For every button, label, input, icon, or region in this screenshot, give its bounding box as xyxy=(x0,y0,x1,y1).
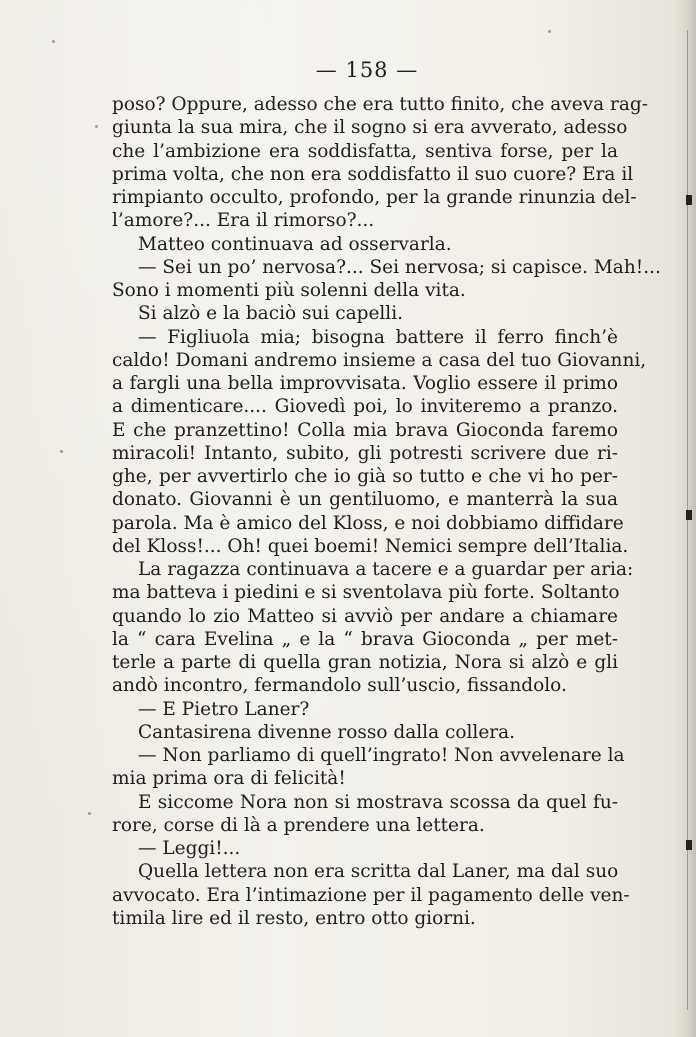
text-line: La ragazza continuava a tacere e a guardar per aria: xyxy=(138,559,634,580)
text-line: terle a parte di quella gran notizia, Nora si alzò e gli xyxy=(112,652,618,673)
text-line: rimpianto occulto, profondo, per la grande rinunzia del- xyxy=(112,187,637,208)
text-line: giunta la sua mira, che il sogno si era avverato, adesso xyxy=(112,117,628,139)
text-line: timila lire ed il resto, entro otto giorni. xyxy=(112,907,476,929)
paper-speck xyxy=(95,125,98,128)
page-number: — 158 — xyxy=(315,58,419,82)
text-line: E siccome Nora non si mostrava scossa da quel fu- xyxy=(138,791,618,813)
text-line: — Sei un po’ nervosa?... Sei nervosa; si capisce. Mah!... xyxy=(138,256,661,278)
text-line: la “ cara Evelina „ e la “ brava Gioconda „ per met- xyxy=(112,628,618,650)
page-edge-shadow xyxy=(674,0,696,1037)
text-line: ma batteva i piedini e si sventolava più forte. Soltanto xyxy=(112,582,620,604)
edge-mark xyxy=(686,510,692,520)
text-line: — Non parliamo di quell’ingrato! Non avvelenare la xyxy=(138,745,625,766)
text-line: donato. Giovanni è un gentiluomo, e manterrà la sua xyxy=(112,489,618,511)
text-line: ghe, per avvertirlo che io già so tutto e che vi ho per- xyxy=(112,466,618,487)
paper-speck xyxy=(60,450,63,453)
page-edge-line xyxy=(687,30,688,1010)
text-line: parola. Ma è amico del Kloss, e noi dobbiamo diffidare xyxy=(112,512,624,534)
text-line: a dimenticare.... Giovedì poi, lo inviteremo a pranzo. xyxy=(112,396,618,418)
text-line: caldo! Domani andremo insieme a casa del tuo Giovanni, xyxy=(112,349,647,371)
text-line: del Kloss!... Oh! quei boemi! Nemici sempre dell’Italia. xyxy=(112,535,629,557)
text-line: rore, corse di là a prendere una lettera. xyxy=(112,814,485,836)
text-line: andò incontro, fermandolo sull’uscio, fissandolo. xyxy=(112,675,567,697)
text-line: Si alzò e la baciò sui capelli. xyxy=(138,303,404,325)
text-line: — Figliuola mia; bisogna battere il ferro finch’è xyxy=(138,326,618,348)
text-line: Cantasirena divenne rosso dalla collera. xyxy=(138,721,516,743)
text-line: E che pranzettino! Colla mia brava Gioconda faremo xyxy=(112,419,618,441)
text-line: avvocato. Era l’intimazione per il pagamento delle ven- xyxy=(112,884,630,906)
text-line: miracoli! Intanto, subito, gli potresti scrivere due ri- xyxy=(112,442,618,464)
text-line: Quella lettera non era scritta dal Laner, ma dal suo xyxy=(138,861,619,883)
text-line: Sono i momenti più solenni della vita. xyxy=(112,280,466,301)
body-text xyxy=(112,93,661,930)
text-line: a fargli una bella improvvisata. Voglio essere il primo xyxy=(112,373,618,394)
text-line: — Leggi!... xyxy=(138,838,241,859)
paper-speck xyxy=(52,40,55,43)
text-line: — E Pietro Laner? xyxy=(138,698,310,720)
text-line: mia prima ora di felicità! xyxy=(112,768,346,790)
text-line: che l’ambizione era soddisfatta, sentiva forse, per la xyxy=(112,140,618,162)
paper-speck xyxy=(548,30,551,33)
edge-mark xyxy=(686,195,692,205)
edge-mark xyxy=(686,840,692,850)
text-line: l’amore?... Era il rimorso?... xyxy=(112,210,375,232)
text-line: quando lo zio Matteo si avviò per andare a chiamare xyxy=(112,605,618,627)
text-line: poso? Oppure, adesso che era tutto finito, che aveva rag- xyxy=(112,94,648,115)
paper-speck xyxy=(88,812,91,815)
text-line: Matteo continuava ad osservarla. xyxy=(138,233,452,255)
text-line: prima volta, che non era soddisfatto il suo cuore? Era il xyxy=(112,163,634,185)
